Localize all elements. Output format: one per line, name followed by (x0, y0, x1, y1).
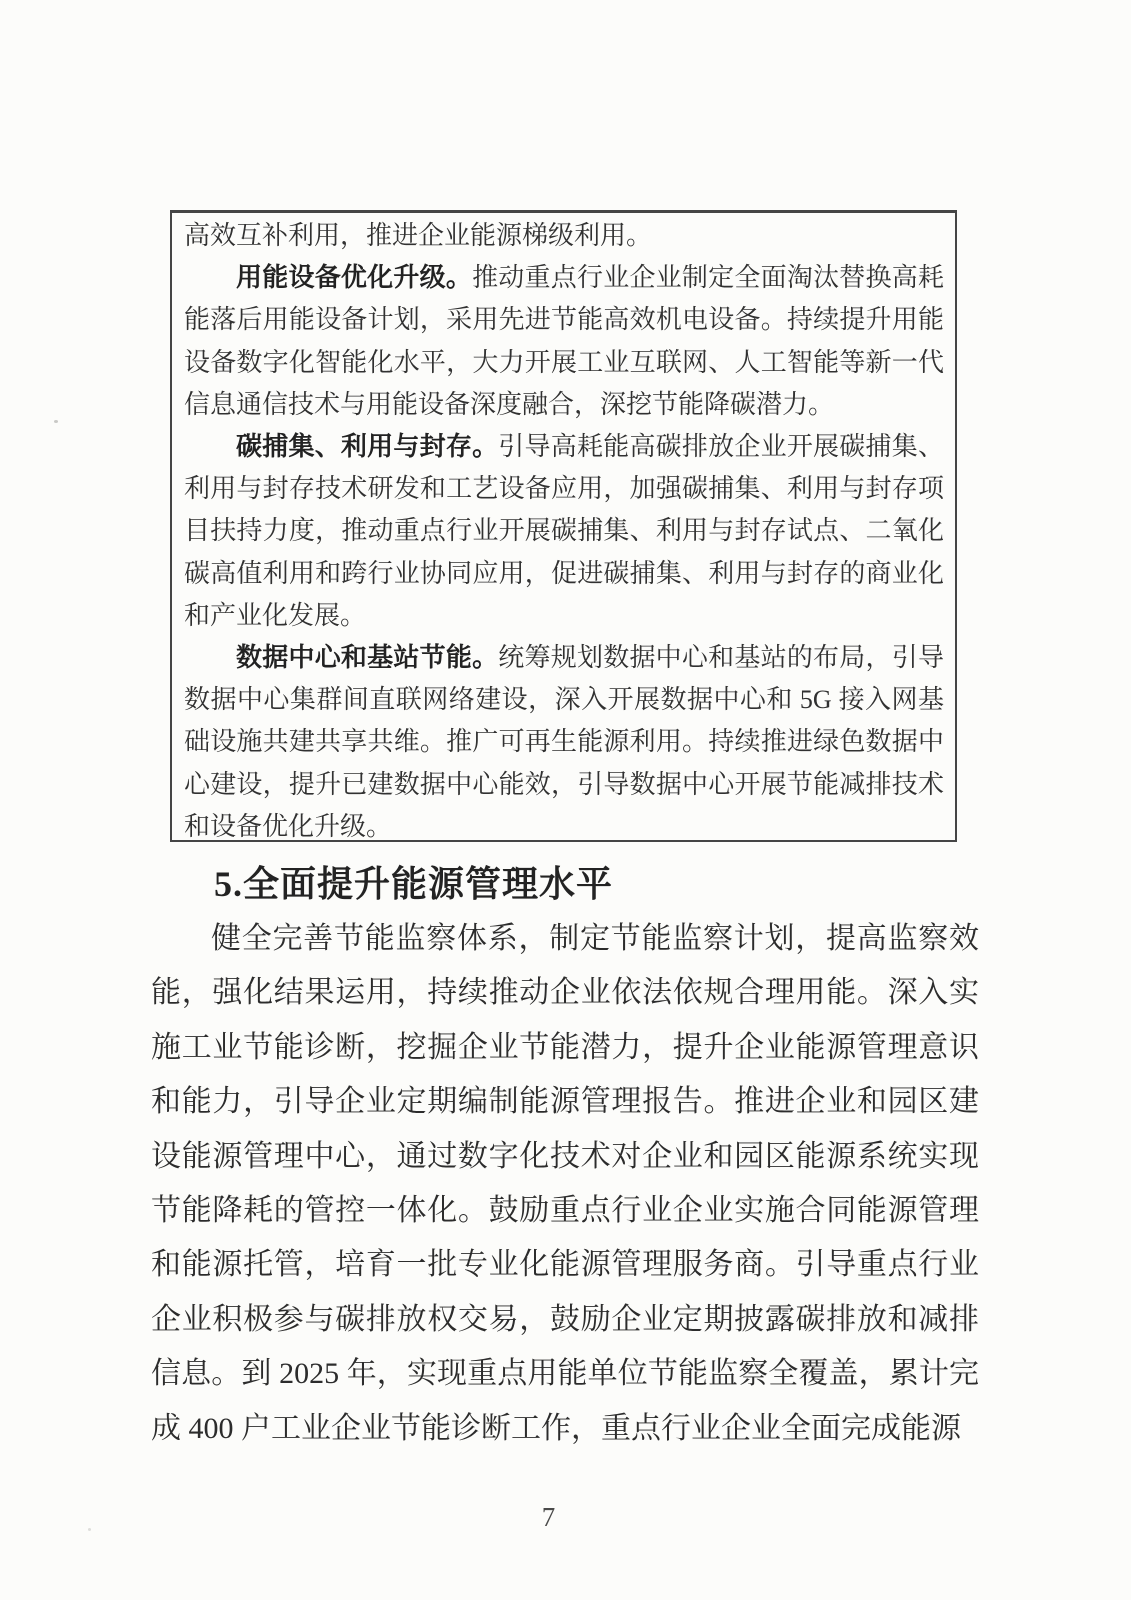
paragraph-body-equipment-upgrade: 推动重点行业企业制定全面淘汰替换高耗能落后用能设备计划，采用先进节能高效机电设备。持续提升用能设备数字化智能化水平，大力开展工业互联网、人工智能等新一代信息通信技术与用能设备深度融合，深挖节能降碳潜力。 (184, 263, 944, 419)
section-paragraph: 健全完善节能监察体系，制定节能监察计划，提高监察效能，强化结果运用，持续推动企业依法依规合理用能。深入实施工业节能诊断，挖掘企业节能潜力，提升企业能源管理意识和能力，引导企业定期编制能源管理报告。推进企业和园区建设能源管理中心，通过数字化技术对企业和园区能源系统实现节能降耗的管控一体化。鼓励重点行业企业实施合同能源管理和能源托管，培育一批专业化能源管理服务商。引导重点行业企业积极参与碳排放权交易，鼓励企业定期披露碳排放和减排信息。到 2025 年，实现重点用能单位节能监察全覆盖，累计完成 400 户工业企业节能诊断工作，重点行业企业全面完成能源 (151, 922, 979, 1445)
box-paragraph-datacenter-energy (184, 637, 944, 848)
scan-speck (88, 1528, 91, 1531)
boxed-policy-section (170, 210, 957, 842)
paragraph-body-carbon-capture: 引导高耗能高碳排放企业开展碳捕集、利用与封存技术研发和工艺设备应用，加强碳捕集、利用与封存项目扶持力度，推动重点行业开展碳捕集、利用与封存试点、二氧化碳高值利用和跨行业协同应用，促进碳捕集、利用与封存的商业化和产业化发展。 (184, 432, 944, 630)
paragraph-lead-carbon-capture: 碳捕集、利用与封存。 (236, 432, 499, 462)
paragraph-lead-datacenter-energy: 数据中心和基站节能。 (236, 643, 499, 673)
paragraph-body-datacenter-energy: 统筹规划数据中心和基站的布局，引导数据中心集群间直联网络建设，深入开展数据中心和 5G 接入网基础设施共建共享共维。推广可再生能源利用。持续推进绿色数据中心建设，提升已建数据中心能效，引导数据中心开展节能减排技术和设备优化升级。 (184, 643, 944, 841)
page-number: 7 (541, 1502, 556, 1532)
paragraph-lead-equipment-upgrade: 用能设备优化升级。 (236, 263, 473, 293)
scan-speck (54, 420, 58, 423)
box-continuation-text: 高效互补利用，推进企业能源梯级利用。 (184, 221, 653, 250)
box-paragraph-carbon-capture (184, 426, 944, 637)
section-heading: 5.全面提升能源管理水平 (214, 864, 614, 904)
box-paragraph-equipment-upgrade (184, 257, 944, 426)
